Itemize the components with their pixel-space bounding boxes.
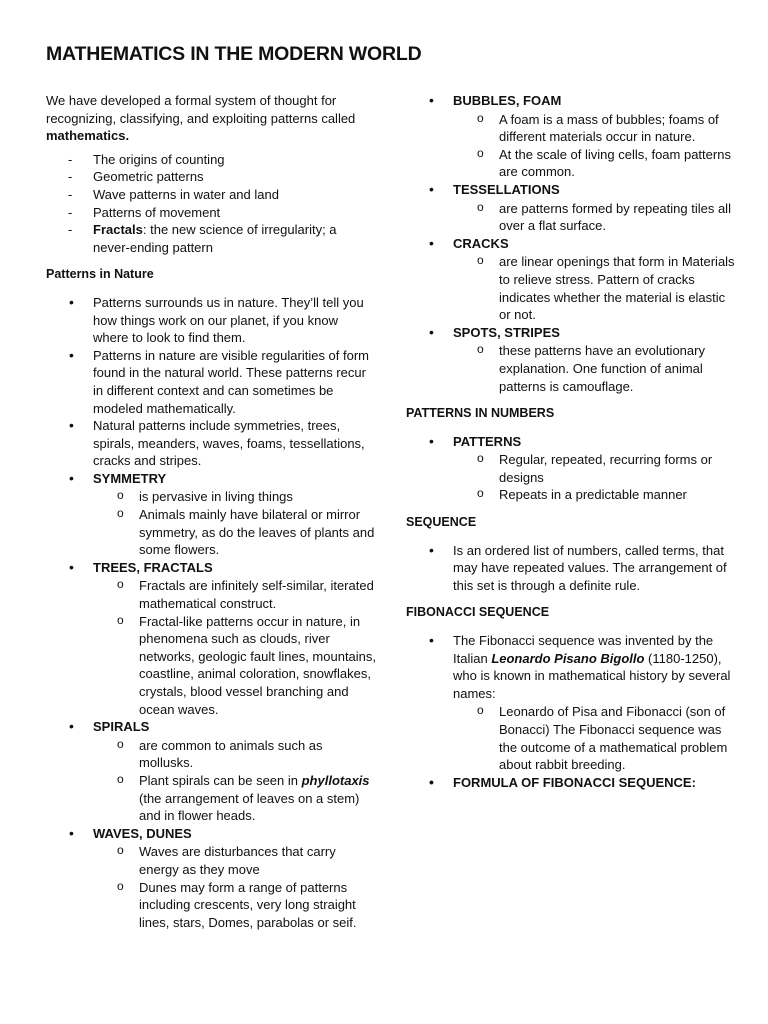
- tessellations-sublist: [453, 200, 736, 235]
- fractals-term: Fractals: [93, 222, 143, 238]
- phyllotaxis-term: phyllotaxis: [301, 772, 370, 788]
- formula-item: • FORMULA OF FIBONACCI SEQUENCE:: [406, 774, 736, 792]
- list-item: - The origins of counting: [46, 151, 376, 169]
- list-item: - Geometric patterns: [46, 168, 376, 186]
- waves-label: WAVES, DUNES: [93, 825, 192, 841]
- section-heading-nature: Patterns in Nature: [46, 267, 154, 282]
- spots-sublist: [453, 342, 736, 395]
- list-item: o Fractal-like patterns occur in nature, in phenomena such as clouds, river networks, geologic fault lines, mountains, coastline, animal coloration, snowflakes, crystals, blood vessel branching and ocean waves.: [93, 613, 376, 719]
- list-item: o Leonardo of Pisa and Fibonacci (son of Bonacci) The Fibonacci sequence was the outcome of a mathematical problem about rabbit breeding.: [453, 703, 736, 773]
- list-item: o are patterns formed by repeating tiles all over a flat surface.: [453, 200, 736, 235]
- list-item: o are linear openings that form in Materials to relieve stress. Pattern of cracks indicates whether the material is elastic or not.: [453, 253, 736, 323]
- trees-item: [46, 559, 376, 718]
- list-item: o is pervasive in living things: [93, 488, 376, 506]
- symmetry-label: SYMMETRY: [93, 470, 167, 486]
- nature-list-continued: [406, 92, 736, 395]
- tessellations-item: [406, 181, 736, 235]
- patterns-label: PATTERNS: [453, 433, 522, 449]
- list-item: - Wave patterns in water and land: [46, 186, 376, 204]
- fibonacci-text-rest: (1180-1250), who is known in mathematical history by several names:: [453, 650, 731, 701]
- bubbles-sublist: [453, 111, 736, 181]
- bubbles-item: [406, 92, 736, 181]
- section-heading-fibonacci: FIBONACCI SEQUENCE: [406, 605, 550, 620]
- list-item: o Fractals are infinitely self-similar, iterated mathematical construct.: [93, 577, 376, 612]
- page-title: MATHEMATICS IN THE MODERN WORLD: [46, 43, 422, 65]
- list-item-fractals: [46, 221, 376, 256]
- sequence-list: [406, 542, 736, 595]
- list-item: o Waves are disturbances that carry energy as they move: [93, 843, 376, 878]
- waves-item: [46, 825, 376, 932]
- intro-bold-term: mathematics.: [46, 128, 130, 144]
- bubbles-label: BUBBLES, FOAM: [453, 93, 562, 108]
- list-item: • Is an ordered list of numbers, called terms, that may have repeated values. The arrangement of this set is through a definite rule.: [406, 542, 736, 595]
- trees-label: TREES, FRACTALS: [93, 559, 213, 575]
- spirals-item: [46, 718, 376, 825]
- patterns-item: [406, 433, 736, 504]
- list-item: • Patterns surrounds us in nature. They’ll tell you how things work on our planet, if you know where to look to find them.: [46, 294, 376, 347]
- list-item: - Patterns of movement: [46, 204, 376, 222]
- list-item: • Patterns in nature are visible regularities of form found in the natural world. These patterns recur in different context and can sometimes be modeled mathematically.: [46, 347, 376, 417]
- list-item: o Repeats in a predictable manner: [453, 486, 736, 504]
- numbers-list: [406, 433, 736, 504]
- section-heading-numbers: PATTERNS IN NUMBERS: [406, 406, 555, 421]
- fibonacci-name: Leonardo Pisano Bigollo: [491, 650, 645, 666]
- fractals-description: : the new science of irregularity; a never-ending pattern: [93, 222, 337, 255]
- spots-label: SPOTS, STRIPES: [453, 324, 560, 340]
- cracks-sublist: [453, 253, 736, 323]
- trees-sublist: [93, 577, 376, 718]
- patterns-sublist: [453, 451, 736, 504]
- spirals-sublist: [93, 737, 376, 825]
- fibonacci-sublist: [453, 703, 736, 773]
- symmetry-item: [46, 470, 376, 559]
- list-item: o A foam is a mass of bubbles; foams of different materials occur in nature.: [453, 111, 736, 146]
- left-column: [46, 92, 376, 931]
- cracks-item: [406, 235, 736, 324]
- list-item: o Animals mainly have bilateral or mirror symmetry, as do the leaves of plants and some flowers.: [93, 506, 376, 559]
- list-item: o are common to animals such as mollusks.: [93, 737, 376, 772]
- list-item: o Regular, repeated, recurring forms or designs: [453, 451, 736, 486]
- right-column: [406, 92, 736, 791]
- list-item: • Natural patterns include symmetries, trees, spirals, meanders, waves, foams, tessellations, cracks and stripes.: [46, 417, 376, 470]
- symmetry-sublist: [93, 488, 376, 558]
- fibonacci-list: [406, 632, 736, 791]
- spirals-label: SPIRALS: [93, 719, 150, 735]
- fibonacci-item: [406, 632, 736, 774]
- waves-sublist: [93, 843, 376, 931]
- list-item: o these patterns have an evolutionary explanation. One function of animal patterns is camouflage.: [453, 342, 736, 395]
- section-heading-sequence: SEQUENCE: [406, 515, 477, 530]
- nature-list: [46, 294, 376, 931]
- spirals-text-rest: (the arrangement of leaves on a stem) and in flower heads.: [139, 790, 360, 824]
- cracks-label: CRACKS: [453, 235, 509, 251]
- spots-item: [406, 324, 736, 395]
- origins-list: [46, 151, 376, 257]
- intro-text: We have developed a formal system of thought for recognizing, classifying, and exploiting patterns called: [46, 93, 356, 126]
- intro-paragraph: [46, 92, 376, 145]
- list-item-phyllotaxis: [93, 772, 376, 825]
- list-item: o Dunes may form a range of patterns including crescents, very long straight lines, stars, Domes, parabolas or seif.: [93, 879, 376, 932]
- list-item: o At the scale of living cells, foam patterns are common.: [453, 146, 736, 181]
- tessellations-label: TESSELLATIONS: [453, 181, 560, 197]
- fibonacci-text: The Fibonacci sequence was invented by the Italian: [453, 633, 714, 666]
- spirals-text: Plant spirals can be seen in: [139, 772, 302, 788]
